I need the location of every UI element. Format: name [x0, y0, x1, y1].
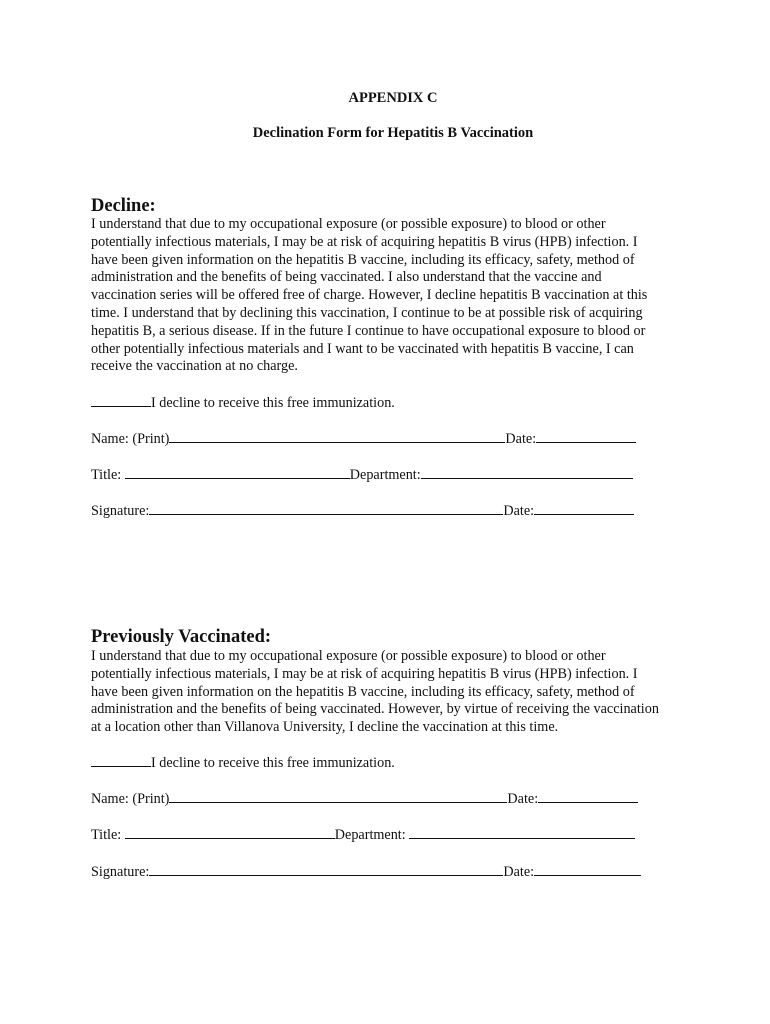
date-label: Date: — [507, 791, 539, 807]
decline-paragraph-line: vaccination series will be offered free of charge. However, I decline hepatitis B vaccination at this — [91, 287, 648, 304]
appendix-label: APPENDIX C — [348, 90, 438, 106]
date-field[interactable] — [534, 874, 641, 876]
title-label: Title: — [91, 467, 122, 483]
previously-vaccinated-title-row — [91, 827, 635, 844]
title-field[interactable] — [125, 477, 350, 479]
decline-statement: I decline to receive this free immunization. — [151, 395, 395, 411]
signature-label: Signature: — [91, 864, 150, 880]
signature-field[interactable] — [149, 874, 503, 876]
decline-paragraph-line: hepatitis B, a serious disease. If in the future I continue to have occupational exposure to blood or — [91, 322, 646, 339]
previously-vaccinated-name-row — [91, 791, 638, 808]
name-field[interactable] — [169, 441, 505, 443]
decline-paragraph-line: receive the vaccination at no charge. — [91, 358, 298, 375]
decline-checkbox-row — [91, 395, 395, 412]
previously-vaccinated-paragraph-line: potentially infectious materials, I may be at risk of acquiring hepatitis B virus (HPB) infection. I — [91, 665, 638, 682]
decline-statement: I decline to receive this free immunization. — [151, 755, 395, 771]
date-field[interactable] — [536, 441, 636, 443]
decline-paragraph-line: administration and the benefits of being vaccinated. I also understand that the vaccine and — [91, 269, 602, 286]
signature-label: Signature: — [91, 503, 150, 519]
decline-paragraph-line: I understand that due to my occupational exposure (or possible exposure) to blood or other — [91, 216, 606, 232]
title-label: Title: — [91, 827, 122, 843]
previously-vaccinated-signature-row — [91, 864, 641, 881]
department-field[interactable] — [421, 477, 633, 479]
decline-paragraph — [91, 216, 701, 376]
decline-paragraph-line: other potentially infectious materials and I want to be vaccinated with hepatitis B vaccine, I can — [91, 340, 634, 357]
date-field[interactable] — [534, 513, 634, 515]
decline-title-row — [91, 467, 633, 484]
date-label: Date: — [503, 864, 535, 880]
department-label: Department: — [349, 467, 421, 483]
previously-vaccinated-checkbox-row — [91, 755, 395, 772]
decline-signature-row — [91, 503, 634, 520]
previously-vaccinated-paragraph-line: have been given information on the hepatitis B vaccine, including its efficacy, safety, method of — [91, 683, 635, 700]
name-label: Name: (Print) — [91, 431, 170, 447]
previously-vaccinated-paragraph-line: administration and the benefits of being vaccinated. However, by virtue of receiving the vaccination — [91, 701, 659, 718]
date-field[interactable] — [538, 801, 638, 803]
title-field[interactable] — [125, 837, 335, 839]
previously-vaccinated-initial-blank[interactable] — [91, 765, 151, 767]
name-label: Name: (Print) — [91, 791, 170, 807]
date-label: Date: — [505, 431, 537, 447]
department-label: Department: — [334, 827, 406, 843]
previously-vaccinated-heading: Previously Vaccinated: — [91, 627, 272, 647]
decline-paragraph-line: have been given information on the hepatitis B vaccine, including its efficacy, safety, method of — [91, 251, 635, 268]
date-label: Date: — [503, 503, 535, 519]
decline-paragraph-line: potentially infectious materials, I may be at risk of acquiring hepatitis B virus (HPB) infection. I — [91, 233, 638, 250]
decline-name-row — [91, 431, 636, 448]
decline-heading: Decline: — [91, 196, 156, 216]
previously-vaccinated-paragraph-line: I understand that due to my occupational exposure (or possible exposure) to blood or other — [91, 648, 606, 664]
department-field[interactable] — [409, 837, 635, 839]
previously-vaccinated-paragraph — [91, 648, 701, 737]
previously-vaccinated-paragraph-line: at a location other than Villanova University, I decline the vaccination at this time. — [91, 719, 559, 736]
signature-field[interactable] — [149, 513, 503, 515]
decline-paragraph-line: time. I understand that by declining this vaccination, I continue to be at possible risk of acquiring — [91, 304, 643, 321]
name-field[interactable] — [169, 801, 507, 803]
decline-initial-blank[interactable] — [91, 405, 151, 407]
form-title: Declination Form for Hepatitis B Vaccination — [252, 125, 534, 141]
